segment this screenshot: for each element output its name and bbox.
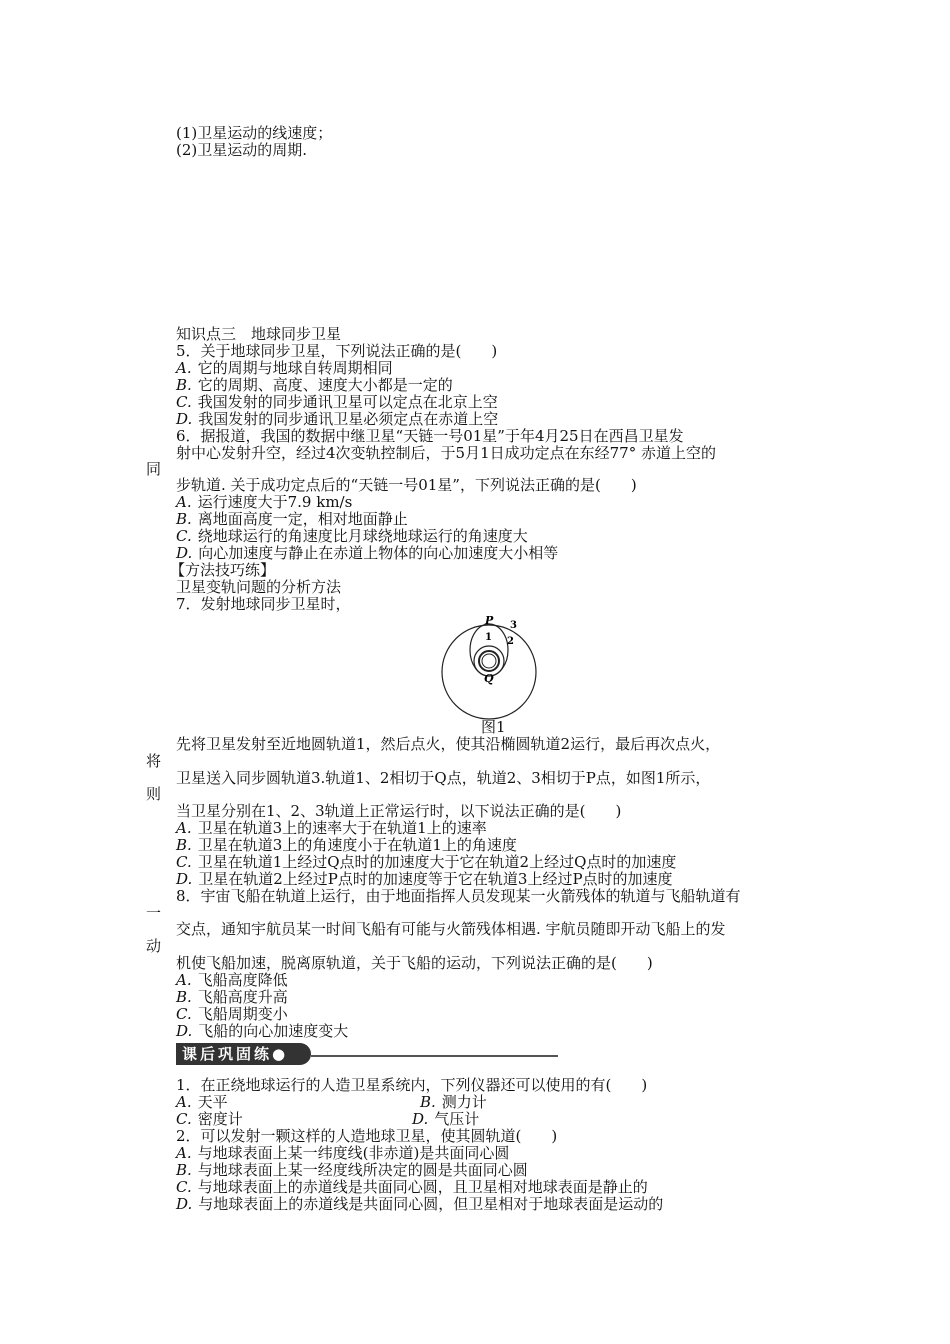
q7-margin-char-1: 将 <box>146 752 162 770</box>
q7-option-a: A. 卫星在轨道3上的速率大于在轨道1上的速率 <box>176 819 487 837</box>
p2-option-d: D. 与地球表面上的赤道线是共面同心圆，但卫星相对于地球表面是运动的 <box>176 1195 664 1213</box>
q5-stem: 5．关于地球同步卫星，下列说法正确的是( ) <box>176 342 498 360</box>
q6-margin-char: 同 <box>146 460 162 478</box>
q7-option-d: D. 卫星在轨道2上经过P点时的加速度等于它在轨道3上经过P点时的加速度 <box>176 870 673 888</box>
q7-option-c: C. 卫星在轨道1上经过Q点时的加速度大于它在轨道2上经过Q点时的加速度 <box>176 853 677 871</box>
q5-option-d: D. 我国发射的同步通讯卫星必须定点在赤道上空 <box>176 410 499 428</box>
figure-caption: 图1 <box>481 718 506 736</box>
label-q: Q <box>484 672 494 685</box>
q5-option-c: C. 我国发射的同步通讯卫星可以定点在北京上空 <box>176 393 498 411</box>
q6-option-a: A. 运行速度大于7.9 km/s <box>176 493 353 511</box>
after-class-banner: 课后巩固练● <box>176 1043 311 1065</box>
q7-line1: 先将卫星发射至近地圆轨道1，然后点火，使其沿椭圆轨道2运行，最后再次点火， <box>176 735 721 753</box>
p2-option-b: B. 与地球表面上某一经度线所决定的圆是共面同心圆 <box>176 1161 528 1179</box>
q8-option-a: A. 飞船高度降低 <box>176 971 288 989</box>
p2-option-c: C. 与地球表面上的赤道线是共面同心圆，且卫星相对地球表面是静止的 <box>176 1178 648 1196</box>
method-subtitle: 卫星变轨问题的分析方法 <box>176 578 342 596</box>
p2-stem: 2．可以发射一颗这样的人造地球卫星，使其圆轨道( ) <box>176 1127 558 1145</box>
q7-margin-char-2: 则 <box>146 785 162 803</box>
section-title: 知识点三 地球同步卫星 <box>176 325 342 343</box>
p1-option-c: C. 密度计 <box>176 1110 243 1128</box>
q8-line2: 交点，通知宇航员某一时间飞船有可能与火箭残体相遇. 宇航员随即开动飞船上的发 <box>176 920 726 938</box>
q8-line3: 机使飞船加速，脱离原轨道，关于飞船的运动，下列说法正确的是( ) <box>176 954 653 972</box>
q8-option-c: C. 飞船周期变小 <box>176 1005 288 1023</box>
q6-option-d: D. 向心加速度与静止在赤道上物体的向心加速度大小相等 <box>176 544 559 562</box>
label-1: 1 <box>485 632 492 643</box>
q8-option-d: D. 飞船的向心加速度变大 <box>176 1022 349 1040</box>
section-divider <box>311 1055 558 1057</box>
p1-stem: 1．在正绕地球运行的人造卫星系统内，下列仪器还可以使用的有( ) <box>176 1076 648 1094</box>
q5-option-b: B. 它的周期、高度、速度大小都是一定的 <box>176 376 453 394</box>
q7-line3: 当卫星分别在1、2、3轨道上正常运行时，以下说法正确的是( ) <box>176 802 622 820</box>
q6-line2: 射中心发射升空，经过4次变轨控制后，于5月1日成功定点在东经77° 赤道上空的 <box>176 444 716 462</box>
q6-line3: 步轨道. 关于成功定点后的“天链一号01星”，下列说法正确的是( ) <box>176 476 637 494</box>
p1-option-b: B. 测力计 <box>420 1093 487 1111</box>
q6-option-b: B. 离地面高度一定，相对地面静止 <box>176 510 408 528</box>
label-2: 2 <box>507 636 514 647</box>
q7-option-b: B. 卫星在轨道3上的角速度小于在轨道1上的角速度 <box>176 836 517 854</box>
q6-line1: 6．据报道，我国的数据中继卫星“天链一号01星”于年4月25日在西昌卫星发 <box>176 427 684 445</box>
p1-option-d: D. 气压计 <box>412 1110 480 1128</box>
label-3: 3 <box>510 620 517 631</box>
q5-option-a: A. 它的周期与地球自转周期相同 <box>176 359 393 377</box>
method-title: 【方法技巧练】 <box>170 561 276 579</box>
p2-option-a: A. 与地球表面上某一纬度线(非赤道)是共面同心圆 <box>176 1144 510 1162</box>
q8-option-b: B. 飞船高度升高 <box>176 988 288 1006</box>
q6-option-c: C. 绕地球运行的角速度比月球绕地球运行的角速度大 <box>176 527 528 545</box>
q8-margin-char-2: 动 <box>146 937 162 955</box>
part-2: (2)卫星运动的周期. <box>176 141 308 159</box>
part-1: (1)卫星运动的线速度； <box>176 124 333 142</box>
q8-margin-char-1: 一 <box>146 904 162 922</box>
q7-line2: 卫星送入同步圆轨道3.轨道1、2相切于Q点，轨道2、3相切于P点，如图1所示， <box>176 769 711 787</box>
earth-inner <box>482 654 496 668</box>
label-p: P <box>485 614 494 627</box>
q7-stem-start: 7．发射地球同步卫星时， <box>176 595 351 613</box>
q8-line1: 8．宇宙飞船在轨道上运行，由于地面指挥人员发现某一火箭残体的轨道与飞船轨道有 <box>176 887 741 905</box>
p1-option-a: A. 天平 <box>176 1093 228 1111</box>
